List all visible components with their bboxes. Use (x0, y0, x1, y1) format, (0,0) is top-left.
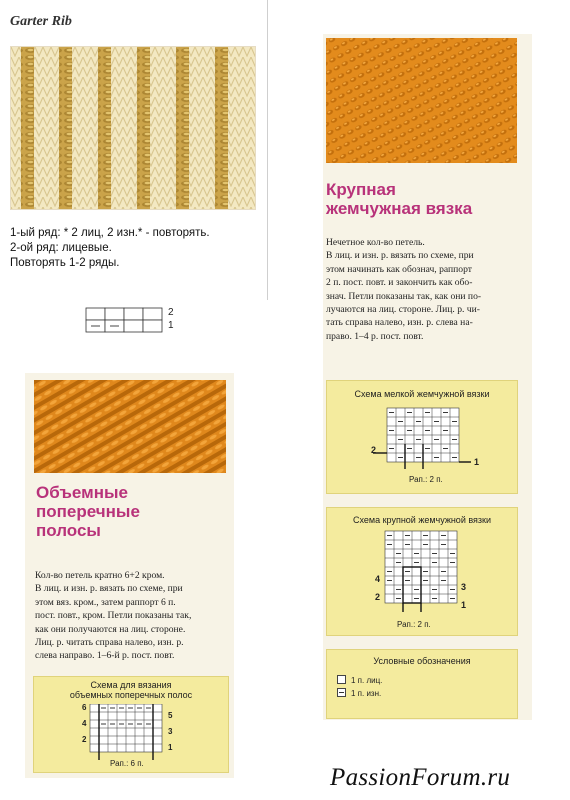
stripes-title-line-1: Объемные (36, 483, 128, 502)
large-pearl-title (326, 180, 472, 218)
large-pearl-row-1: 1 (461, 600, 467, 610)
panel-divider (267, 0, 268, 300)
pearl-desc-line: лучаются на лиц. стороне. Лиц. р. чи- (326, 304, 480, 316)
garter-row-2: 2-ой ряд: лицевые. (10, 242, 112, 254)
pearl-desc-line: тать справа налево, изн. р. слева на- (326, 317, 473, 329)
stripes-row-2: 2 (82, 735, 87, 744)
small-pearl-rapport: Рап.: 2 п. (409, 475, 443, 484)
large-pearl-row-2: 2 (375, 592, 381, 602)
legend-item-purl: 1 п. изн. (337, 688, 517, 698)
pearl-desc-line: знач. Петли показаны так, как они по- (326, 290, 482, 302)
pearl-desc-line: право. 1–4 р. пост. повт. (326, 330, 424, 342)
large-pearl-grid (377, 528, 487, 628)
legend-box (326, 649, 518, 719)
large-pearl-rapport: Рап.: 2 п. (397, 620, 431, 629)
large-pearl-title-line-1: Крупная (326, 180, 396, 199)
stripes-desc-line: пост. повт., кром. Петли показаны так, (35, 610, 192, 622)
pearl-desc-line: В лиц. и изн. р. вязать по схеме, при (326, 250, 474, 262)
stripes-title-line-2: поперечные (36, 502, 140, 521)
large-pearl-title-line-2: жемчужная вязка (326, 199, 473, 218)
stripes-row-3: 3 (168, 727, 173, 736)
stripes-desc-line: как они получаются на лиц. стороне. (35, 623, 186, 635)
small-pearl-row-2: 2 (371, 445, 377, 455)
small-pearl-chart-box (326, 380, 518, 494)
garter-rib-photo (10, 46, 256, 210)
large-pearl-row-4: 4 (375, 574, 381, 584)
large-pearl-description (326, 236, 518, 343)
large-pearl-photo (326, 38, 517, 163)
stripes-row-1: 1 (168, 743, 173, 752)
stripes-row-6: 6 (82, 703, 87, 712)
knit-symbol-icon (337, 675, 346, 684)
stripes-title-line-3: полосы (36, 521, 101, 540)
stripes-desc-line: В лиц. и изн. р. вязать по схеме, при (35, 583, 183, 595)
site-watermark: PassionForum.ru (330, 764, 511, 791)
garter-repeat: Повторять 1-2 ряды. (10, 257, 120, 269)
stripes-desc-line: слева направо. 1–6-й р. пост. повт. (35, 650, 175, 662)
large-pearl-row-3: 3 (461, 582, 467, 592)
small-pearl-grid (367, 405, 487, 485)
small-pearl-chart-title: Схема мелкой жемчужной вязки (354, 389, 490, 399)
stripes-chart-title: Схема для вязания объемных поперечных полос (69, 680, 193, 700)
stripes-chart-box (33, 676, 229, 773)
purl-symbol-icon (337, 688, 346, 697)
legend-item-knit: 1 п. лиц. (337, 675, 517, 685)
stripes-grid (82, 704, 192, 764)
garter-chart-row-1: 1 (168, 320, 174, 331)
small-pearl-row-1: 1 (474, 457, 480, 467)
large-pearl-chart-title: Схема крупной жемчужной вязки (353, 515, 491, 525)
garter-row-1: 1-ый ряд: * 2 лиц, 2 изн.* - повторять. (10, 227, 210, 239)
stripes-row-4: 4 (82, 719, 87, 728)
stripes-desc-line: Кол-во петель кратно 6+2 кром. (35, 570, 165, 581)
large-pearl-chart-box (326, 507, 518, 636)
legend-title: Условные обозначения (373, 656, 471, 666)
pearl-desc-line: этом начинать как обознач, раппорт (326, 263, 472, 275)
garter-chart-row-2: 2 (168, 307, 174, 318)
stripes-title (36, 483, 140, 540)
stripes-rapport: Рап.: 6 п. (110, 759, 144, 768)
pearl-desc-line: 2 п. пост. повт. и закончить как обо- (326, 277, 473, 289)
stripes-desc-line: этом вяз. кром., затем раппорт 6 п. (35, 596, 176, 608)
stripes-desc-line: Лиц. р. читать справа налево, изн. р. (35, 637, 184, 649)
garter-rib-chart (84, 305, 184, 335)
garter-rib-title: Garter Rib (10, 14, 72, 29)
pearl-desc-line: Нечетное кол-во петель. (326, 237, 425, 248)
stripes-description (35, 569, 227, 663)
garter-rib-instructions (10, 226, 260, 271)
stripes-photo (34, 380, 226, 473)
stripes-row-5: 5 (168, 711, 173, 720)
